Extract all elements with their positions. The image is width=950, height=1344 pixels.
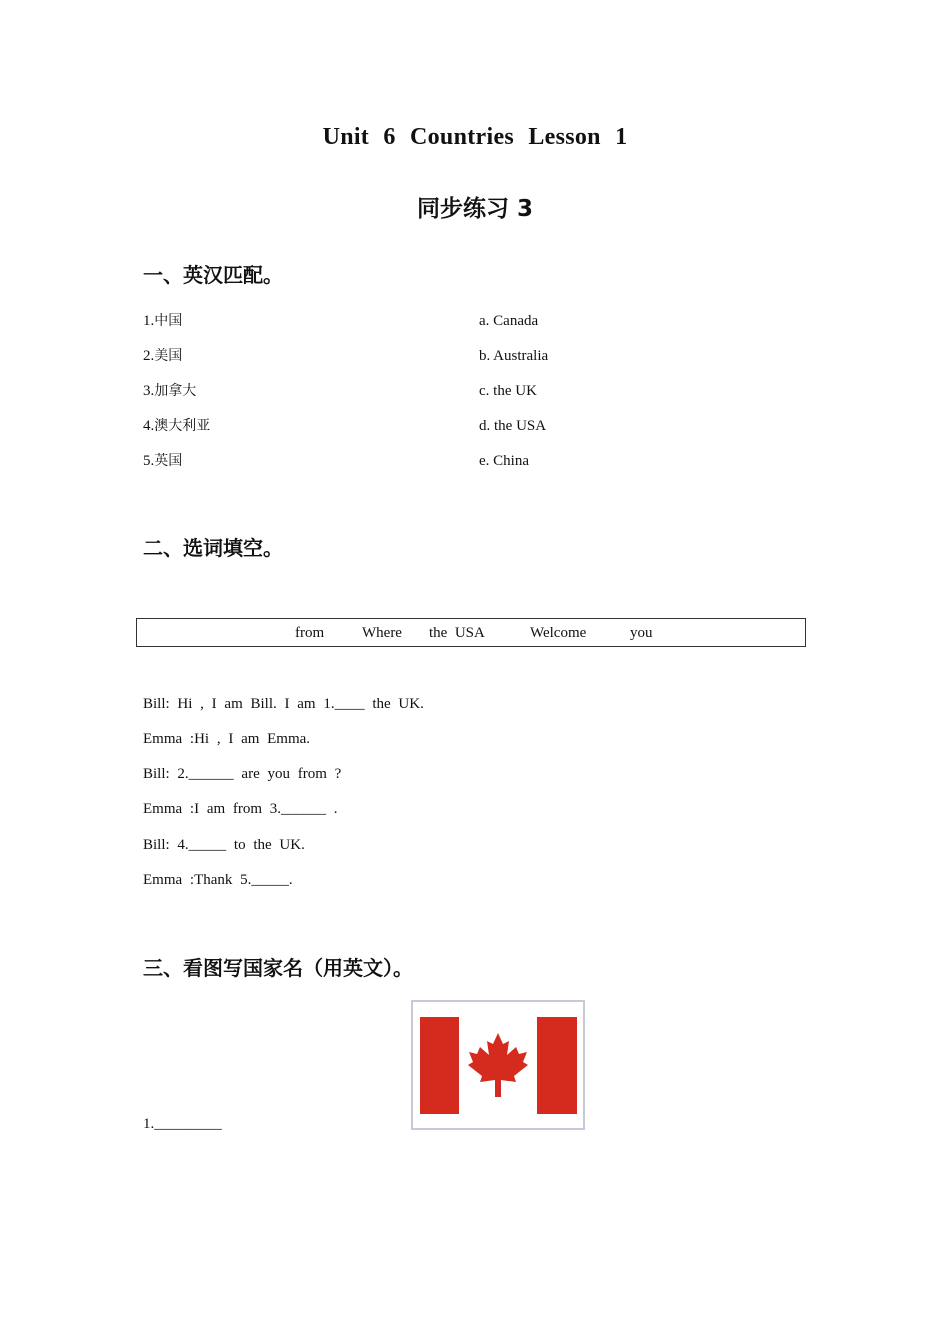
match-left-item: 3.加拿大 [143, 383, 197, 399]
match-right-item: b. Australia [479, 348, 549, 364]
word-bank-word: Where [362, 625, 402, 641]
section-heading-flag: 三、看图写国家名（用英文）。 [143, 956, 413, 980]
word-bank-word: from [295, 625, 325, 641]
dialogue-line: Bill: 4._____ to the UK. [143, 837, 305, 853]
dialogue-line: Emma :Hi , I am Emma. [143, 731, 311, 747]
match-right-item: e. China [479, 453, 529, 469]
dialogue-line: Bill: Hi , I am Bill. I am 1.____ the UK. [143, 696, 424, 712]
section-heading-matching: 一、英汉匹配。 [143, 263, 283, 287]
flag-answer-blank[interactable]: 1._________ [143, 1116, 222, 1132]
match-left-item: 2.美国 [143, 348, 183, 364]
word-bank-word: Welcome [530, 625, 587, 641]
section-heading-fill-blanks: 二、选词填空。 [143, 536, 283, 560]
match-right-item: a. Canada [479, 313, 539, 329]
page-title: Unit 6 Countries Lesson 1 [322, 124, 628, 150]
word-bank-word: the USA [429, 625, 485, 641]
dialogue-line: Bill: 2.______ are you from ? [143, 766, 342, 782]
match-left-item: 4.澳大利亚 [143, 418, 211, 434]
match-right-item: d. the USA [479, 418, 547, 434]
match-left-item: 1.中国 [143, 313, 183, 329]
dialogue-line: Emma :I am from 3.______ . [143, 801, 338, 817]
word-bank-box [136, 618, 806, 647]
match-right-item: c. the UK [479, 383, 537, 399]
match-left-item: 5.英国 [143, 453, 183, 469]
word-bank-word: you [630, 625, 653, 641]
canada-flag-icon [411, 1000, 585, 1130]
dialogue-line: Emma :Thank 5._____. [143, 872, 293, 888]
page-subtitle: 同步练习 3 [416, 196, 533, 222]
